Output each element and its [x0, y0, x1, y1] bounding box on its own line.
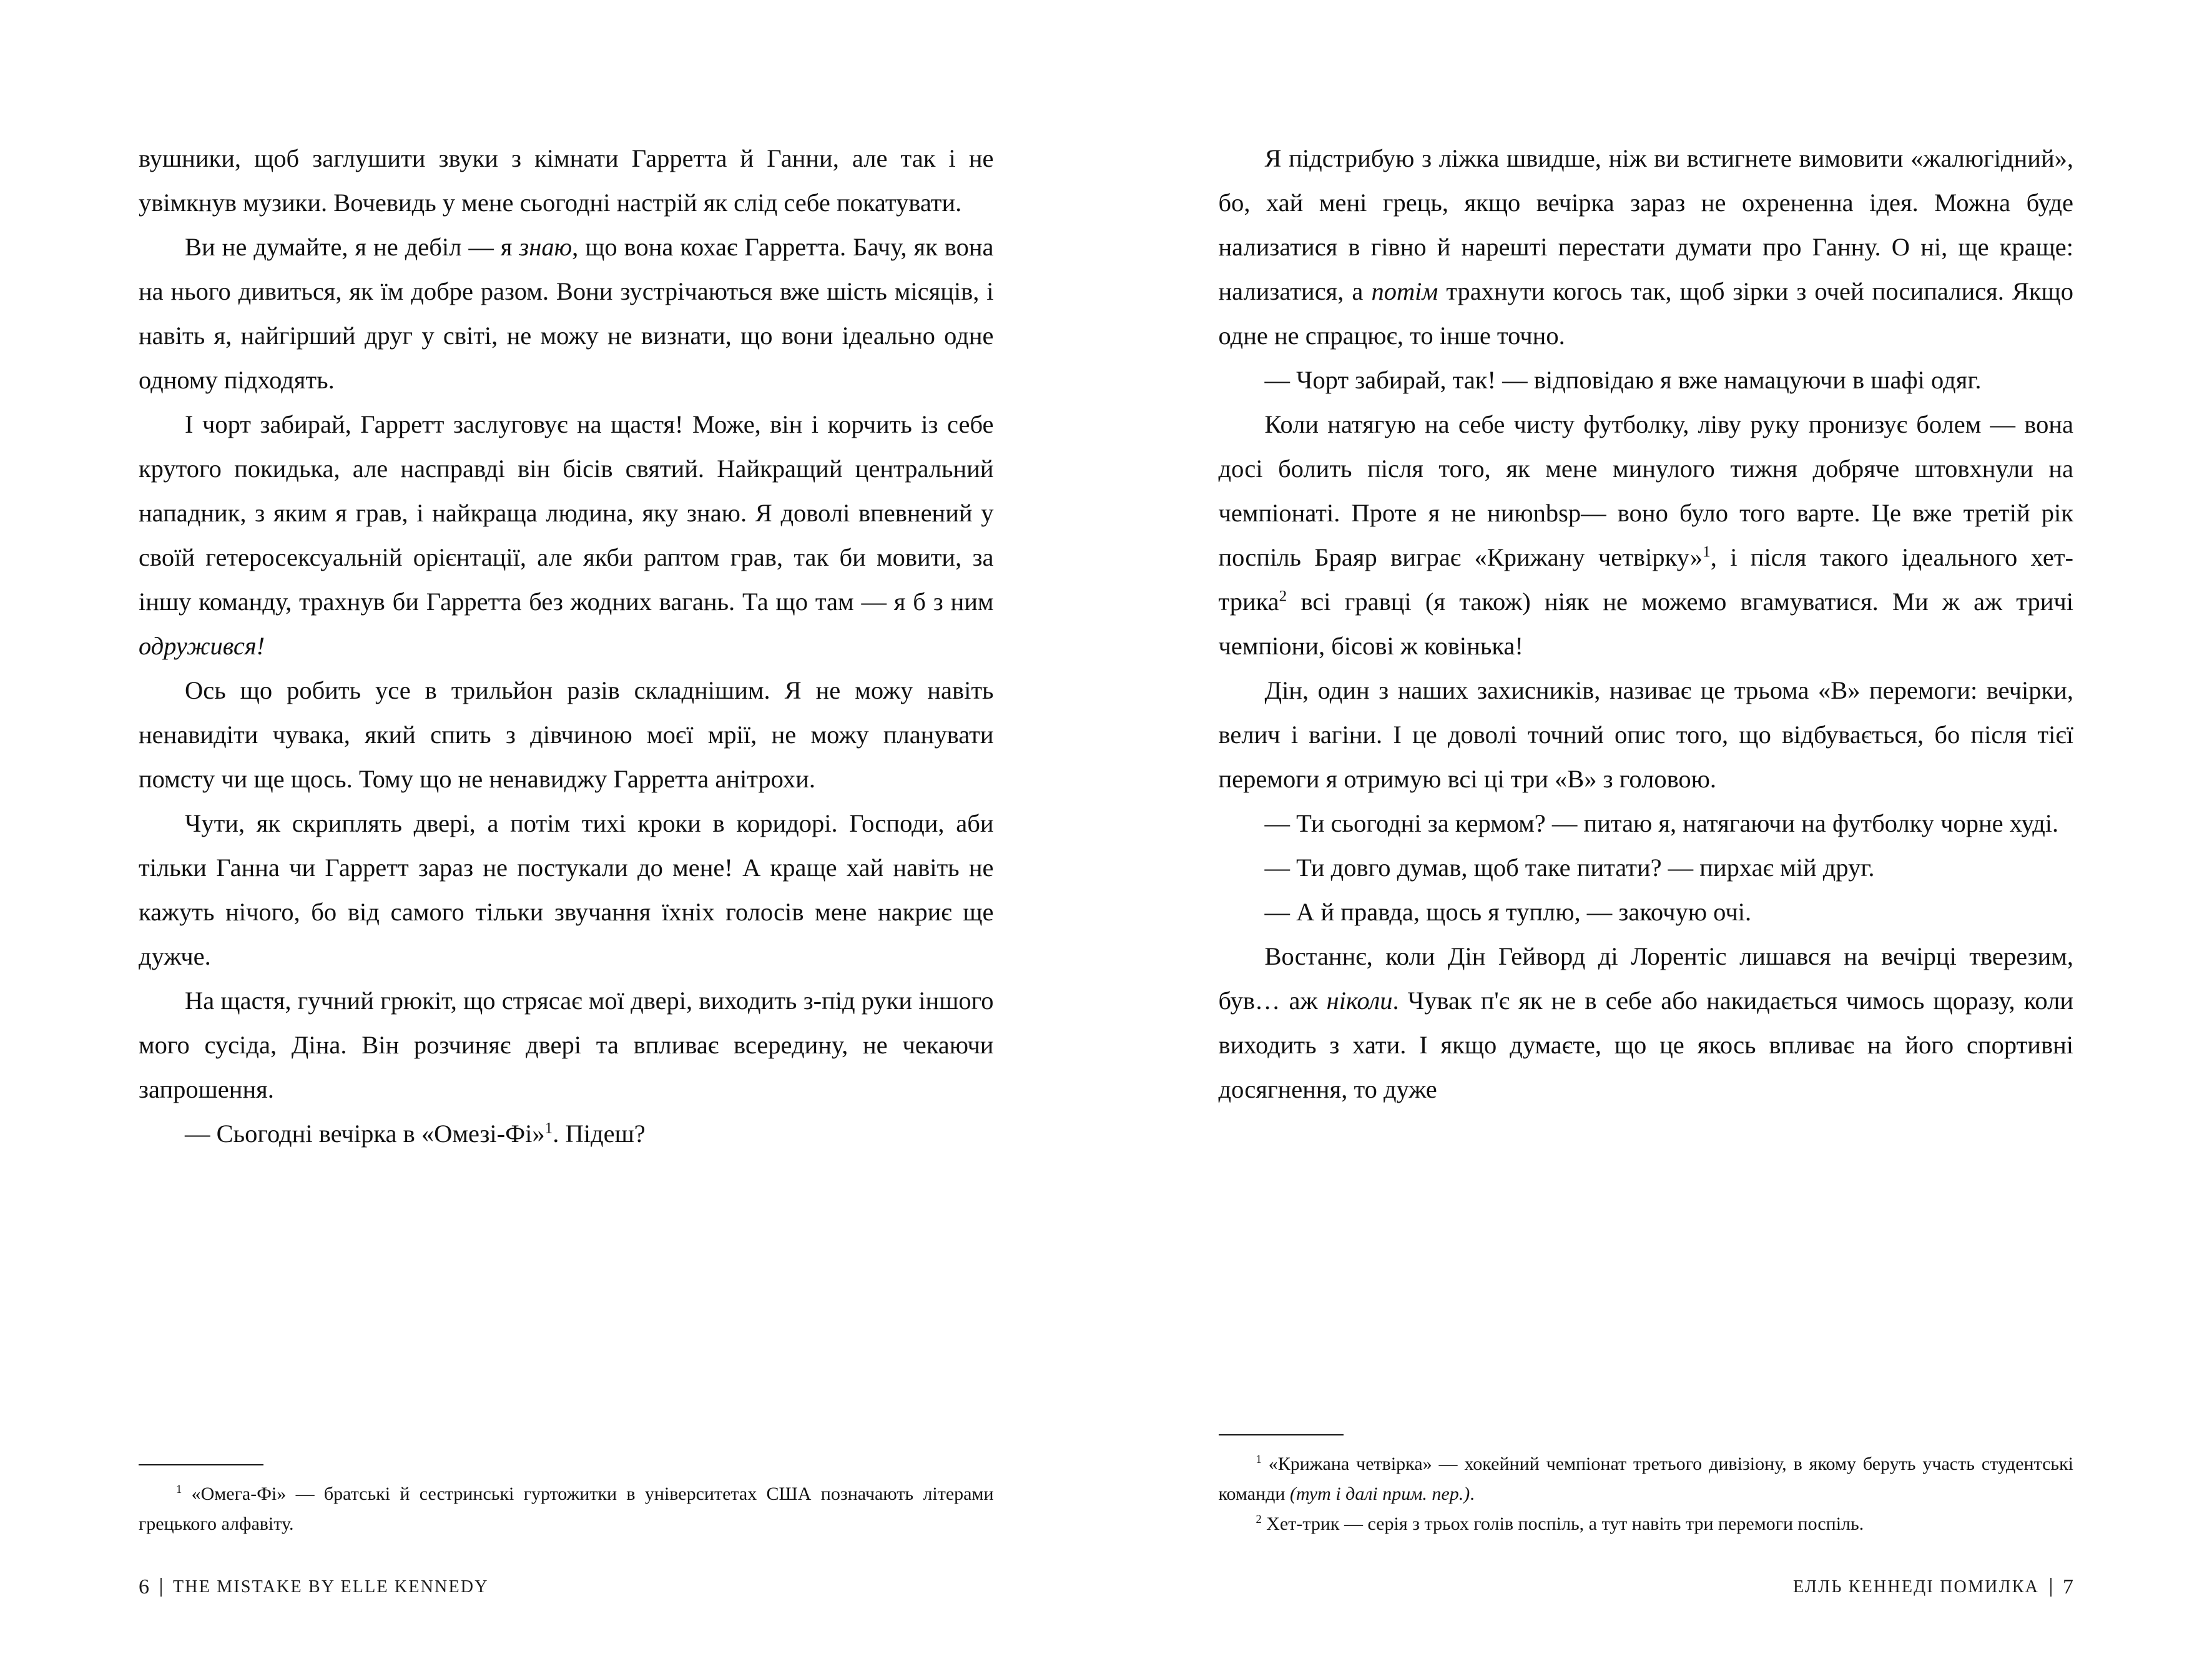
- right-page-footnotes: [1219, 1434, 2074, 1539]
- text-run: . Чувак п'є як не в себе або накидається чимось щоразу, коли виходить з хати. І якщо думаєте, що це якось впливає на його спортивні досягнення, то дуже: [1218, 987, 2073, 1103]
- text-run: На щастя, гучний грюкіт, що стрясає мої двері, виходить з-під руки іншого мого сусіда, Діна. Він розчиняє двері та впливає всередину, не чекаючи запрошення.: [139, 987, 994, 1103]
- paragraph: [1219, 934, 2074, 1111]
- paragraph: [139, 668, 994, 801]
- text-run: вушники, щоб заглушити звуки з кімнати Гарретта й Ганни, але так і не увімкнув музики. Вочевидь у мене сьогодні настрій як слід себе покатувати.: [139, 144, 994, 217]
- footnote-marker: 2: [1279, 588, 1287, 605]
- text-run: трахнути когось так, щоб зірки з очей посипалися. Якщо одне не спрацює, то інше точно.: [1218, 277, 2073, 350]
- text-run: Востаннє, коли Дін Гейворд ді Лорентіс лишався на вечірці тверезим, був… аж: [1218, 942, 2073, 1015]
- text-run: всі гравці (я також) ніяк не можемо вгамуватися. Ми ж аж тричі чемпіони, бісові ж ковінька!: [1218, 588, 2073, 660]
- paragraph: [139, 402, 994, 668]
- footnote-number: 1: [176, 1483, 182, 1496]
- footnote: [1219, 1449, 2074, 1509]
- text-run: — Сьогодні вечірка в «Омезі-Фі»: [185, 1120, 545, 1148]
- running-head-right: ЕЛЛЬ КЕННЕДІ ПОМИЛКА: [1793, 1577, 2039, 1597]
- text-run: .: [1470, 1484, 1475, 1504]
- paragraph: [139, 801, 994, 978]
- text-run: Чути, як скриплять двері, а потім тихі кроки в коридорі. Господи, аби тільки Ганна чи Гарретт зараз не постукали до мене! А краще хай навіть не кажуть нічого, бо від самого тільки звучання їхніх голосів мене накриє ще дужче.: [139, 809, 994, 970]
- paragraph: [1219, 668, 2074, 801]
- emphasis-text: ніколи: [1326, 987, 1393, 1015]
- text-run: І чорт забирай, Гарретт заслуговує на щастя! Може, він і корчить із себе крутого покидька, але насправді він бісів святий. Найкращий центральний нападник, з яким я грав, і найкраща людина, яку знаю. Я доволі впевнений у своїй гетеросексуальній орієнтації, але якби раптом грав, так би мовити, за іншу команду, трахнув би Гарретта без жодних вагань. Та що там — я б з ним: [139, 410, 994, 616]
- paragraph: [1219, 845, 2074, 890]
- footnote-number: 2: [1256, 1513, 1262, 1526]
- folio-right: 7: [2063, 1575, 2073, 1598]
- footnote-marker: 1: [1703, 543, 1711, 561]
- text-run: «Крижана четвірка» — хокейний чемпіонат третього дивізіону, в якому беруть участь студентські команди: [1218, 1454, 2073, 1504]
- text-run: Дін, один з наших захисників, називає це трьома «В» перемоги: вечірки, велич і вагіни. І це доволі точний опис того, що відбувається, бо після тієї перемоги я отримую всі ці три «В» з головою.: [1218, 676, 2073, 793]
- paragraph: [1219, 402, 2074, 668]
- paragraph: [1219, 136, 2074, 358]
- footnote: [1219, 1509, 2074, 1539]
- text-run: «Омега-Фі» — братські й сестринські гуртожитки в університетах США позначають літерами грецького алфавіту.: [139, 1484, 994, 1534]
- emphasis-text: (тут і далі прим. пер.): [1285, 1484, 1470, 1504]
- text-run: — А й правда, щось я туплю, — закочую очі.: [1264, 898, 1752, 926]
- text-run: , і після такого ідеального хет-трика: [1218, 543, 2074, 616]
- paragraph: [139, 225, 994, 402]
- folio-left: 6: [139, 1575, 149, 1598]
- text-run: — Чорт забирай, так! — відповідаю я вже намацуючи в шафі одяг.: [1264, 366, 1982, 394]
- paragraph: [139, 1111, 994, 1156]
- running-footer-left: [139, 1575, 489, 1599]
- text-run: Ось що робить усе в трильйон разів складнішим. Я не можу навіть ненавидіти чувака, який спить з дівчиною моєї мрії, не можу планувати помсту чи ще щось. Тому що не ненавиджу Гарретта анітрохи.: [139, 676, 994, 793]
- paragraph: [139, 978, 994, 1111]
- running-head-left: THE MISTAKE BY ELLE KENNEDY: [173, 1577, 489, 1597]
- text-run: — Ти сьогодні за кермом? — питаю я, натягаючи на футболку чорне худі.: [1264, 809, 2059, 837]
- text-run: Я підстрибую з ліжка швидше, ніж ви встигнете вимовити «жалюгідний», бо, хай мені грець, якщо вечірка зараз не охрененна ідея. Можна буде нализатися в гівно й нарешті перестати думати про Ганну. О ні, ще краще: нализатися, а: [1218, 144, 2073, 305]
- running-footer-right: [1793, 1575, 2073, 1599]
- paragraph: [1219, 801, 2074, 845]
- paragraph: [1219, 890, 2074, 934]
- footnote-rule: [1219, 1434, 1344, 1435]
- right-page-body: [1219, 136, 2074, 1111]
- text-run: . Підеш?: [553, 1120, 646, 1148]
- paragraph: [1219, 358, 2074, 402]
- text-run: Коли натягую на себе чисту футболку, ліву руку пронизує болем — вона досі болить після того, як мене минулого тижня добряче штовхнули на чемпіонаті. Проте я не ниюnbsp— воно було того варте. Це вже третій рік поспіль Браяр виграє «Крижану четвірку»: [1218, 410, 2073, 571]
- folio-separator: [160, 1578, 162, 1597]
- left-page-body: [139, 136, 994, 1156]
- text-run: Ви не думайте, я не дебіл — я: [185, 233, 519, 261]
- text-run: Хет-трик — серія з трьох голів поспіль, а тут навіть три перемоги поспіль.: [1261, 1514, 1864, 1534]
- footnote-rule: [139, 1464, 263, 1465]
- folio-separator: [2050, 1578, 2052, 1597]
- footnote: [139, 1479, 994, 1539]
- text-run: , що вона кохає Гарретта. Бачу, як вона на нього дивиться, як їм добре разом. Вони зустрічаються вже шість місяців, і навіть я, найгірший друг у світі, не можу не визнати, що вони ідеально одне одному підходять.: [139, 233, 994, 394]
- emphasis-text: знаю: [519, 233, 573, 261]
- page-right: [1106, 0, 2212, 1659]
- emphasis-text: одружився!: [139, 632, 265, 660]
- text-run: — Ти довго думав, щоб таке питати? — пирхає мій друг.: [1264, 854, 1875, 882]
- footnote-number: 1: [1256, 1453, 1262, 1466]
- left-page-footnotes: [139, 1464, 994, 1539]
- paragraph: [139, 136, 994, 225]
- footnote-marker: 1: [544, 1120, 553, 1137]
- emphasis-text: потім: [1371, 277, 1438, 305]
